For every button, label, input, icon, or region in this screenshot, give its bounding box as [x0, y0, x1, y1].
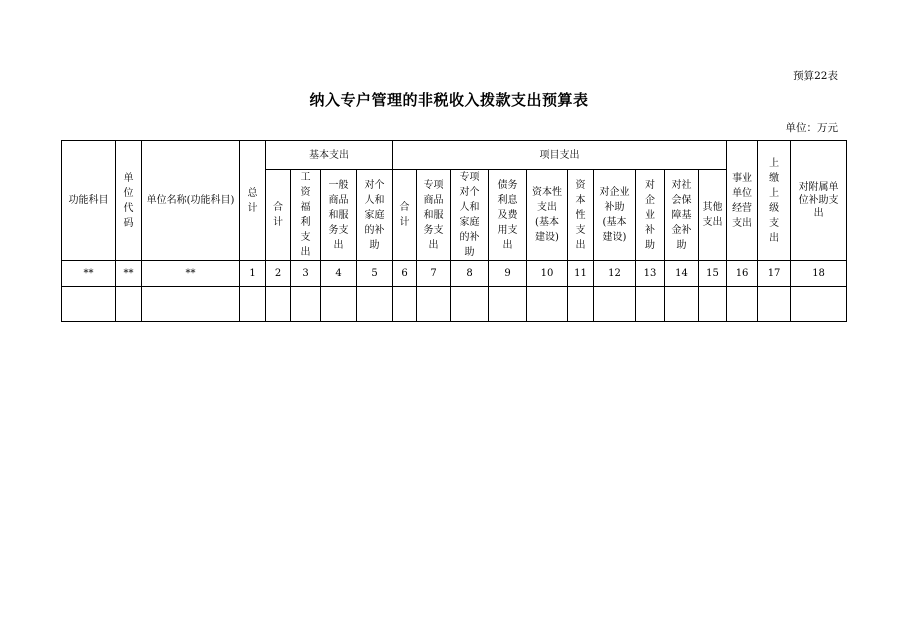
table-row	[62, 261, 847, 287]
header-func-subject: 功能科目	[62, 141, 116, 261]
table-cell: 13	[636, 261, 665, 287]
header-enterprise-construction: 对企业补助(基本建设)	[594, 170, 636, 261]
table-cell: 11	[568, 261, 594, 287]
empty-cell	[291, 287, 321, 322]
header-unit-code: 单位代码	[116, 141, 142, 261]
table-cell: 6	[393, 261, 417, 287]
empty-cell	[791, 287, 847, 322]
table-row-empty	[62, 287, 847, 322]
table-cell: 9	[489, 261, 527, 287]
empty-cell	[357, 287, 393, 322]
table-cell: 1	[240, 261, 266, 287]
table-cell: **	[142, 261, 240, 287]
table-cell: 3	[291, 261, 321, 287]
header-capital-expense: 资本性支出	[568, 170, 594, 261]
table-cell: 4	[321, 261, 357, 287]
header-wages-welfare: 工资福利支出	[291, 170, 321, 261]
empty-cell	[417, 287, 451, 322]
empty-cell	[116, 287, 142, 322]
header-social-security-fund: 对社会保障基金补助	[665, 170, 699, 261]
empty-cell	[321, 287, 357, 322]
empty-cell	[240, 287, 266, 322]
table-cell: 2	[266, 261, 291, 287]
header-special-personal-subsidy: 专项对个人和家庭的补助	[451, 170, 489, 261]
empty-cell	[699, 287, 727, 322]
header-goods-services: 一般商品和服务支出	[321, 170, 357, 261]
header-other-expense: 其他支出	[699, 170, 727, 261]
table-cell: 14	[665, 261, 699, 287]
header-enterprise-subsidy: 对企业补助	[636, 170, 665, 261]
empty-cell	[636, 287, 665, 322]
empty-cell	[142, 287, 240, 322]
header-project-expense: 项目支出	[393, 141, 727, 170]
header-unit-name: 单位名称(功能科目)	[142, 141, 240, 261]
empty-cell	[665, 287, 699, 322]
budget-table	[61, 140, 847, 322]
header-capital-construction: 资本性支出(基本建设)	[527, 170, 568, 261]
table-cell: 10	[527, 261, 568, 287]
empty-cell	[62, 287, 116, 322]
header-debt-interest: 债务利息及费用支出	[489, 170, 527, 261]
empty-cell	[758, 287, 791, 322]
empty-cell	[266, 287, 291, 322]
table-cell: **	[116, 261, 142, 287]
header-personal-family-subsidy: 对个人和家庭的补助	[357, 170, 393, 261]
empty-cell	[451, 287, 489, 322]
empty-cell	[594, 287, 636, 322]
empty-cell	[527, 287, 568, 322]
empty-cell	[393, 287, 417, 322]
table-cell: 7	[417, 261, 451, 287]
header-total: 总计	[240, 141, 266, 261]
table-cell: 17	[758, 261, 791, 287]
table-cell: **	[62, 261, 116, 287]
header-upper-payment: 上缴上级支出	[758, 141, 791, 261]
form-code: 预算22表	[793, 70, 838, 82]
document-title: 纳入专户管理的非税收入拨款支出预算表	[309, 91, 589, 109]
header-special-goods-services: 专项商品和服务支出	[417, 170, 451, 261]
empty-cell	[568, 287, 594, 322]
unit-label: 单位：万元	[785, 122, 838, 134]
table-cell: 8	[451, 261, 489, 287]
header-business-expense: 事业单位经营支出	[727, 141, 758, 261]
table-cell: 5	[357, 261, 393, 287]
table-cell: 16	[727, 261, 758, 287]
empty-cell	[727, 287, 758, 322]
header-project-total: 合计	[393, 170, 417, 261]
header-basic-total: 合计	[266, 170, 291, 261]
table-cell: 12	[594, 261, 636, 287]
empty-cell	[489, 287, 527, 322]
header-basic-expense: 基本支出	[266, 141, 393, 170]
header-subsidiary-expense: 对附属单位补助支出	[791, 141, 847, 261]
table-cell: 18	[791, 261, 847, 287]
table-cell: 15	[699, 261, 727, 287]
